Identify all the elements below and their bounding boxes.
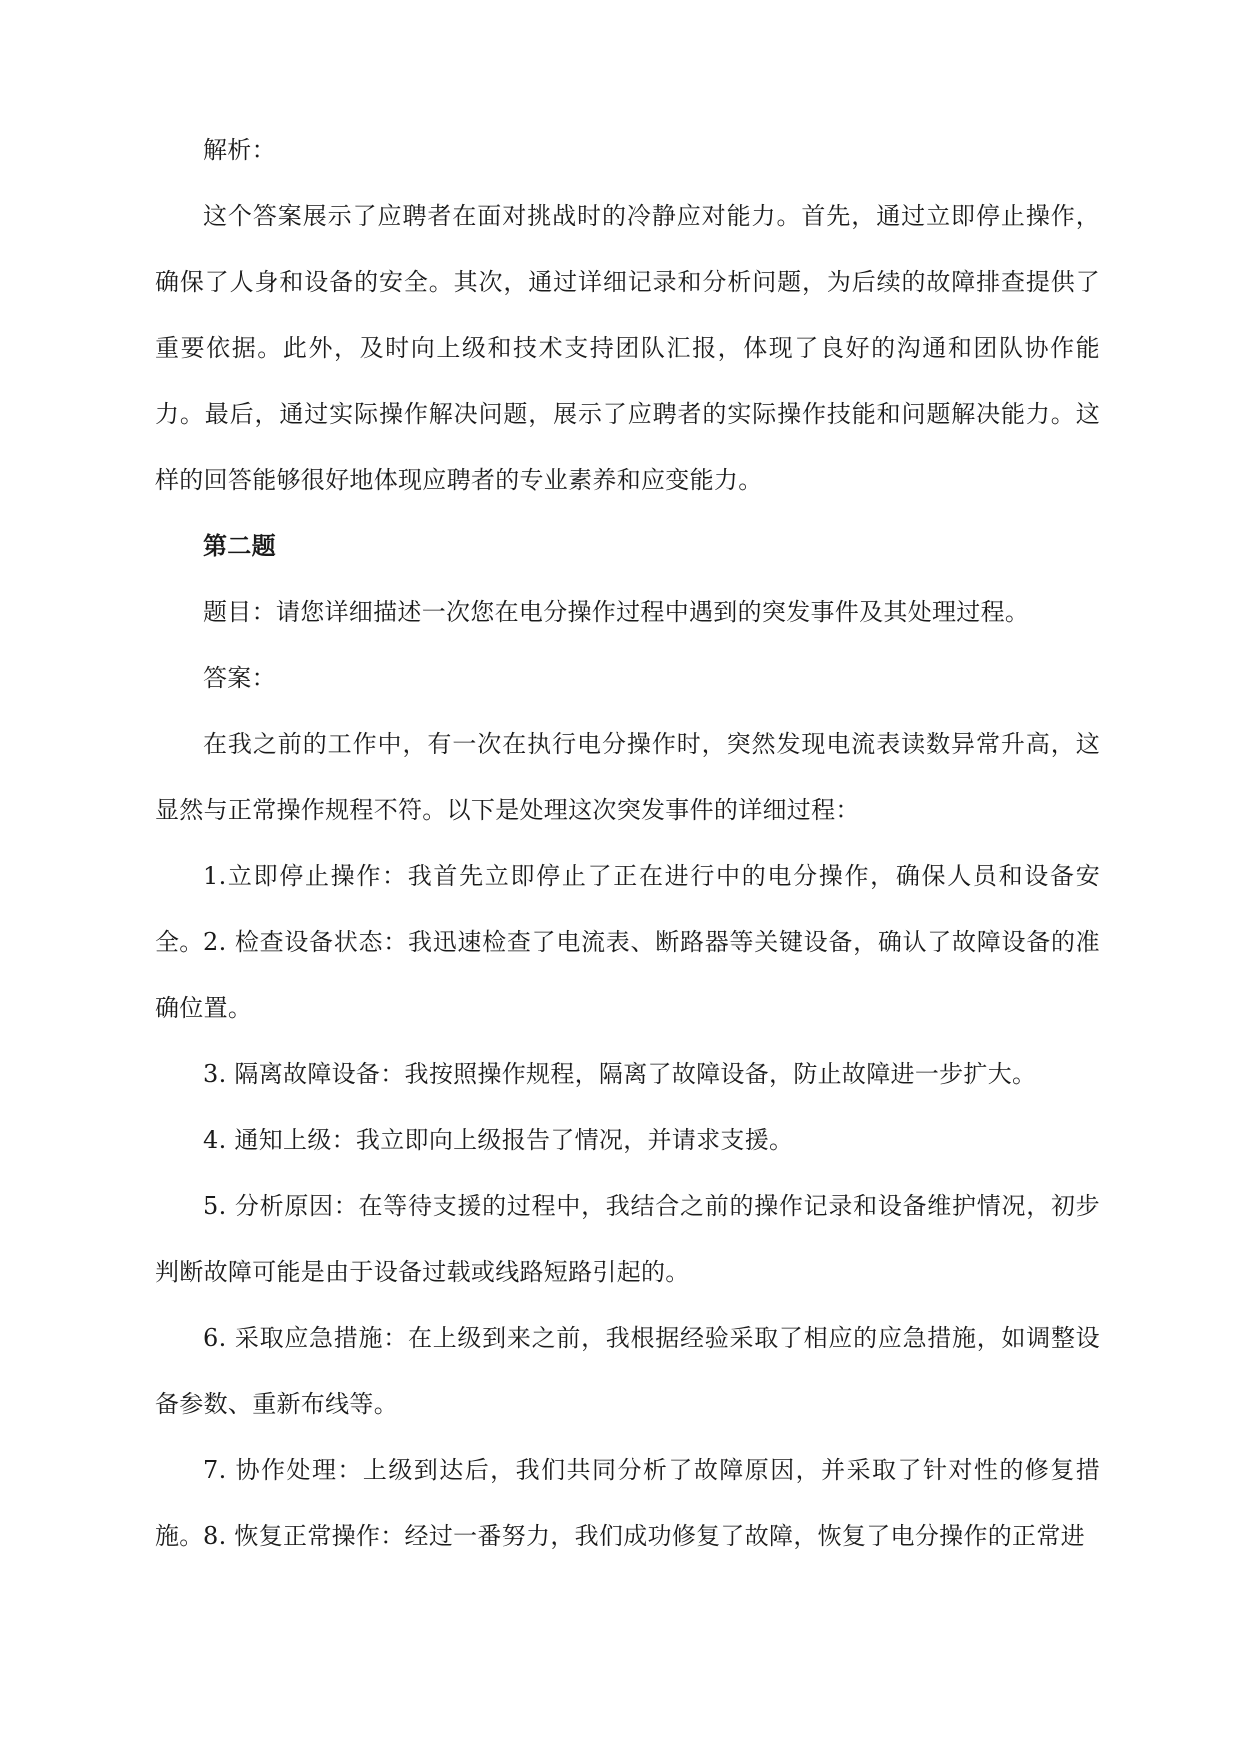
analysis-label: 解析： — [203, 136, 276, 164]
step-item: 6. 采取应急措施：在上级到来之前，我根据经验采取了相应的应急措施，如调整设备参数、重新布线等。 — [155, 1324, 1100, 1418]
question-text: 题目：请您详细描述一次您在电分操作过程中遇到的突发事件及其处理过程。 — [203, 598, 1030, 626]
step-item: 1.立即停止操作：我首先立即停止了正在进行中的电分操作，确保人员和设备安全。 — [155, 862, 1100, 956]
question-two-heading: 第二题 — [203, 531, 276, 560]
step-item: 2. 检查设备状态：我迅速检查了电流表、断路器等关键设备，确认了故障设备的准确位置。 — [155, 928, 1100, 1022]
step-item: 8. 恢复正常操作：经过一番努力，我们成功修复了故障，恢复了电分操作的正常进 — [203, 1522, 1085, 1550]
step-item: 7. 协作处理：上级到达后，我们共同分析了故障原因，并采取了针对性的修复措施。 — [155, 1456, 1100, 1550]
step-item: 3. 隔离故障设备：我按照操作规程，隔离了故障设备，防止故障进一步扩大。 — [203, 1060, 1037, 1088]
answer-label: 答案： — [203, 664, 276, 692]
step-item: 4. 通知上级：我立即向上级报告了情况，并请求支援。 — [203, 1126, 794, 1154]
analysis-body: 这个答案展示了应聘者在面对挑战时的冷静应对能力。首先，通过立即停止操作，确保了人身和设备的安全。其次，通过详细记录和分析问题，为后续的故障排查提供了重要依据。此外，及时向上级和技术支持团队汇报，体现了良好的沟通和团队协作能力。最后，通过实际操作解决问题，展示了应聘者的实际操作技能和问题解决能力。这样的回答能够很好地体现应聘者的专业素养和应变能力。 — [155, 202, 1100, 494]
step-item: 5. 分析原因：在等待支援的过程中，我结合之前的操作记录和设备维护情况，初步判断故障可能是由于设备过载或线路短路引起的。 — [155, 1192, 1100, 1286]
answer-intro: 在我之前的工作中，有一次在执行电分操作时，突然发现电流表读数异常升高，这显然与正常操作规程不符。以下是处理这次突发事件的详细过程： — [155, 730, 1100, 824]
